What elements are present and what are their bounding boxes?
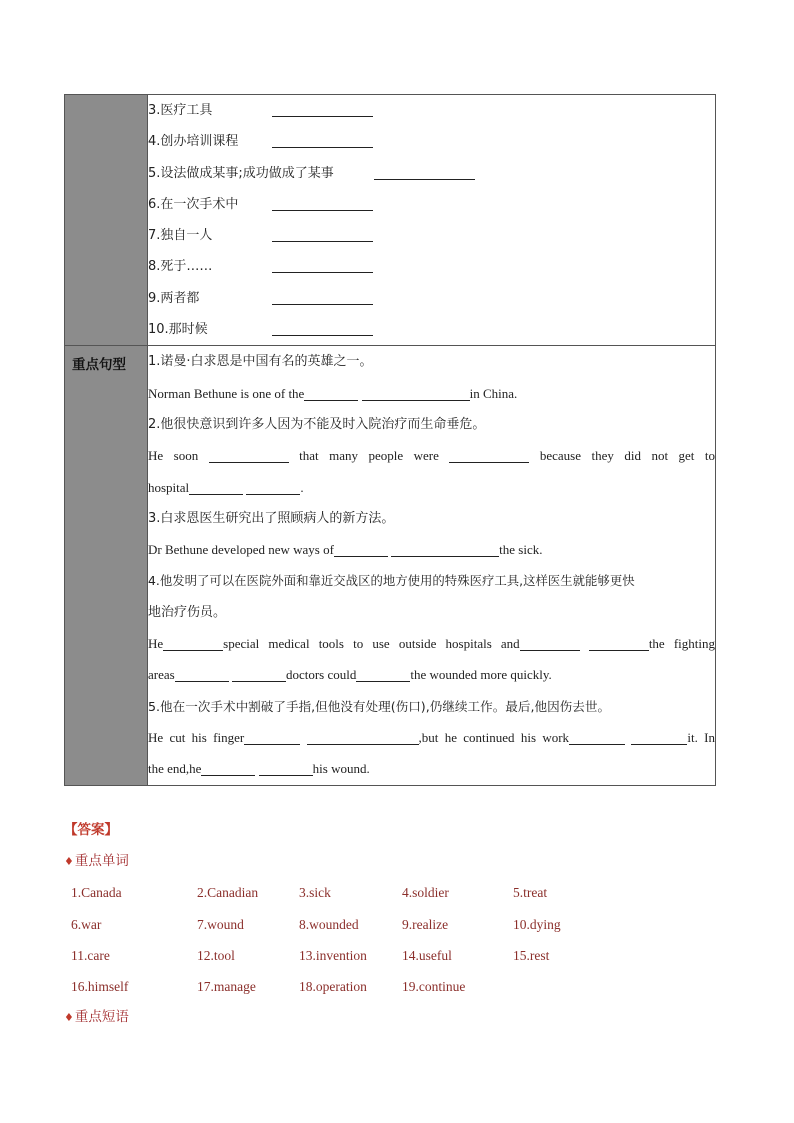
answer-blank[interactable] [334, 555, 388, 557]
answer-word: 7.wound [197, 916, 244, 932]
answer-blank[interactable] [272, 146, 373, 148]
sentence-5-chinese: 5.他在一次手术中割破了手指,但他没有处理(伤口),仍继续工作。最后,他因伤去世。 [148, 698, 611, 714]
answer-title: 【答案】 [64, 822, 118, 838]
sentence-text: He soon [148, 448, 199, 464]
sentence-text: hospital [148, 479, 190, 495]
words-answer-grid [64, 877, 724, 1002]
answer-word: 1.Canada [71, 885, 122, 901]
sentences-label-cell [65, 346, 148, 785]
phrases-heading-text: 重点短语 [74, 1009, 129, 1026]
sentences-content-cell [148, 346, 716, 785]
sentence-4-english-line2 [148, 659, 715, 690]
answer-blank[interactable] [232, 680, 286, 682]
sentence-text: ,but he continued his work [418, 729, 570, 745]
sentence-text: it. In [687, 729, 715, 745]
answer-blank[interactable] [272, 334, 373, 336]
sentences-row [65, 346, 716, 785]
answer-word: 12.tool [197, 947, 235, 963]
answer-blank[interactable] [209, 461, 289, 463]
phrase-text: 7.独自一人 [148, 228, 213, 244]
answer-word: 9.realize [402, 916, 449, 932]
sentence-2-chinese: 2.他很快意识到许多人因为不能及时入院治疗而生命垂危。 [148, 416, 486, 432]
answer-blank[interactable] [589, 649, 649, 651]
phrase-item [148, 220, 715, 251]
answer-blank[interactable] [374, 178, 475, 180]
answer-word: 11.care [71, 947, 110, 963]
answer-blank[interactable] [272, 303, 373, 305]
answer-blank[interactable] [189, 493, 243, 495]
sentence-2-english-line2 [148, 472, 715, 503]
sentence-text: He cut his finger [148, 729, 245, 745]
answer-word: 6.war [71, 916, 102, 932]
sentence-text: areas [148, 667, 175, 683]
sentence-text: in China. [469, 385, 518, 401]
words-heading-text: 重点单词 [74, 853, 129, 869]
answer-word: 8.wounded [299, 916, 359, 932]
answer-word: 17.manage [197, 979, 256, 995]
sentence-text: doctors could [285, 667, 357, 683]
phrase-text: 5.设法做成某事;成功做成了某事 [148, 165, 334, 181]
answer-blank[interactable] [631, 743, 687, 745]
sentence-text: because they did not get to [539, 448, 716, 464]
sentence-4-chinese-line2: 地治疗伤员。 [148, 604, 227, 620]
phrase-text: 10.那时候 [148, 322, 208, 338]
worksheet-table [64, 94, 716, 786]
sentence-3-english [148, 534, 715, 565]
sentence-text: his wound. [312, 761, 370, 777]
answer-word: 14.useful [402, 947, 452, 963]
sentence-text: the end,he [148, 761, 202, 777]
answer-blank[interactable] [246, 493, 300, 495]
phrases-row [65, 95, 716, 346]
phrases-heading [64, 1002, 724, 1033]
answer-blank[interactable] [304, 399, 358, 401]
phrase-item [148, 283, 715, 314]
sentence-text: Dr Bethune developed new ways of [148, 542, 334, 558]
answer-blank[interactable] [272, 209, 373, 211]
sentences-label: 重点句型 [72, 357, 126, 374]
answer-blank[interactable] [175, 680, 229, 682]
answer-blank[interactable] [244, 743, 300, 745]
answer-blank[interactable] [391, 555, 499, 557]
answer-blank[interactable] [272, 271, 373, 273]
answer-blank[interactable] [163, 649, 223, 651]
words-heading [64, 846, 724, 877]
answer-word: 15.rest [513, 947, 550, 963]
answer-blank[interactable] [259, 774, 313, 776]
answer-blank[interactable] [362, 399, 470, 401]
answer-word: 16.himself [71, 979, 129, 995]
sentence-text: . [300, 479, 304, 495]
answer-word: 3.sick [299, 885, 331, 901]
worksheet [64, 94, 716, 786]
phrase-item [148, 189, 715, 220]
phrases-content-cell [148, 95, 716, 346]
answer-word: 4.soldier [402, 885, 449, 901]
answer-section [64, 815, 724, 1034]
sentence-2-english-line1 [148, 440, 715, 471]
diamond-icon: ♦ [64, 1011, 74, 1025]
answer-word: 10.dying [513, 916, 561, 932]
sentence-5-english-line1 [148, 722, 715, 753]
phrases-label-cell [65, 95, 148, 346]
phrase-text: 9.两者都 [148, 290, 200, 306]
answer-word: 19.continue [402, 979, 466, 995]
sentence-text: the fighting [648, 636, 715, 652]
phrase-item [148, 158, 715, 189]
sentence-text: He [148, 636, 164, 652]
answer-blank[interactable] [449, 461, 529, 463]
diamond-icon: ♦ [64, 855, 74, 868]
answer-blank[interactable] [569, 743, 625, 745]
answer-blank[interactable] [520, 649, 580, 651]
phrase-item [148, 95, 715, 126]
phrase-text: 8.死于…… [148, 259, 213, 275]
phrase-text: 6.在一次手术中 [148, 196, 239, 212]
sentence-4-chinese-line1: 4.他发明了可以在医院外面和靠近交战区的地方使用的特殊医疗工具,这样医生就能够更快 [148, 573, 635, 589]
sentence-text: the sick. [499, 542, 543, 558]
sentence-3-chinese: 3.白求恩医生研究出了照顾病人的新方法。 [148, 510, 395, 526]
sentence-text: special medical tools to use outside hospitals and [223, 636, 520, 652]
phrase-text: 3.医疗工具 [148, 103, 213, 118]
sentence-1-english [148, 378, 715, 409]
answer-word: 2.Canadian [197, 885, 259, 901]
answer-word: 18.operation [299, 979, 367, 995]
sentence-4-english-line1 [148, 628, 715, 659]
answer-blank[interactable] [272, 240, 373, 242]
answer-blank[interactable] [272, 115, 373, 117]
answer-blank[interactable] [307, 743, 419, 745]
phrase-item [148, 314, 715, 345]
sentence-text: that many people were [299, 448, 439, 464]
answer-word: 5.treat [513, 885, 548, 901]
phrase-item [148, 251, 715, 282]
sentence-1-chinese: 1.诺曼·白求恩是中国有名的英雄之一。 [148, 354, 373, 370]
sentence-5-english-line2 [148, 753, 715, 784]
sentence-text: Norman Bethune is one of the [148, 385, 305, 401]
phrase-item [148, 126, 715, 157]
answer-blank[interactable] [201, 774, 255, 776]
phrase-text: 4.创办培训课程 [148, 134, 239, 150]
answer-word: 13.invention [299, 947, 367, 963]
sentence-text: the wounded more quickly. [410, 667, 552, 683]
answer-blank[interactable] [356, 680, 410, 682]
